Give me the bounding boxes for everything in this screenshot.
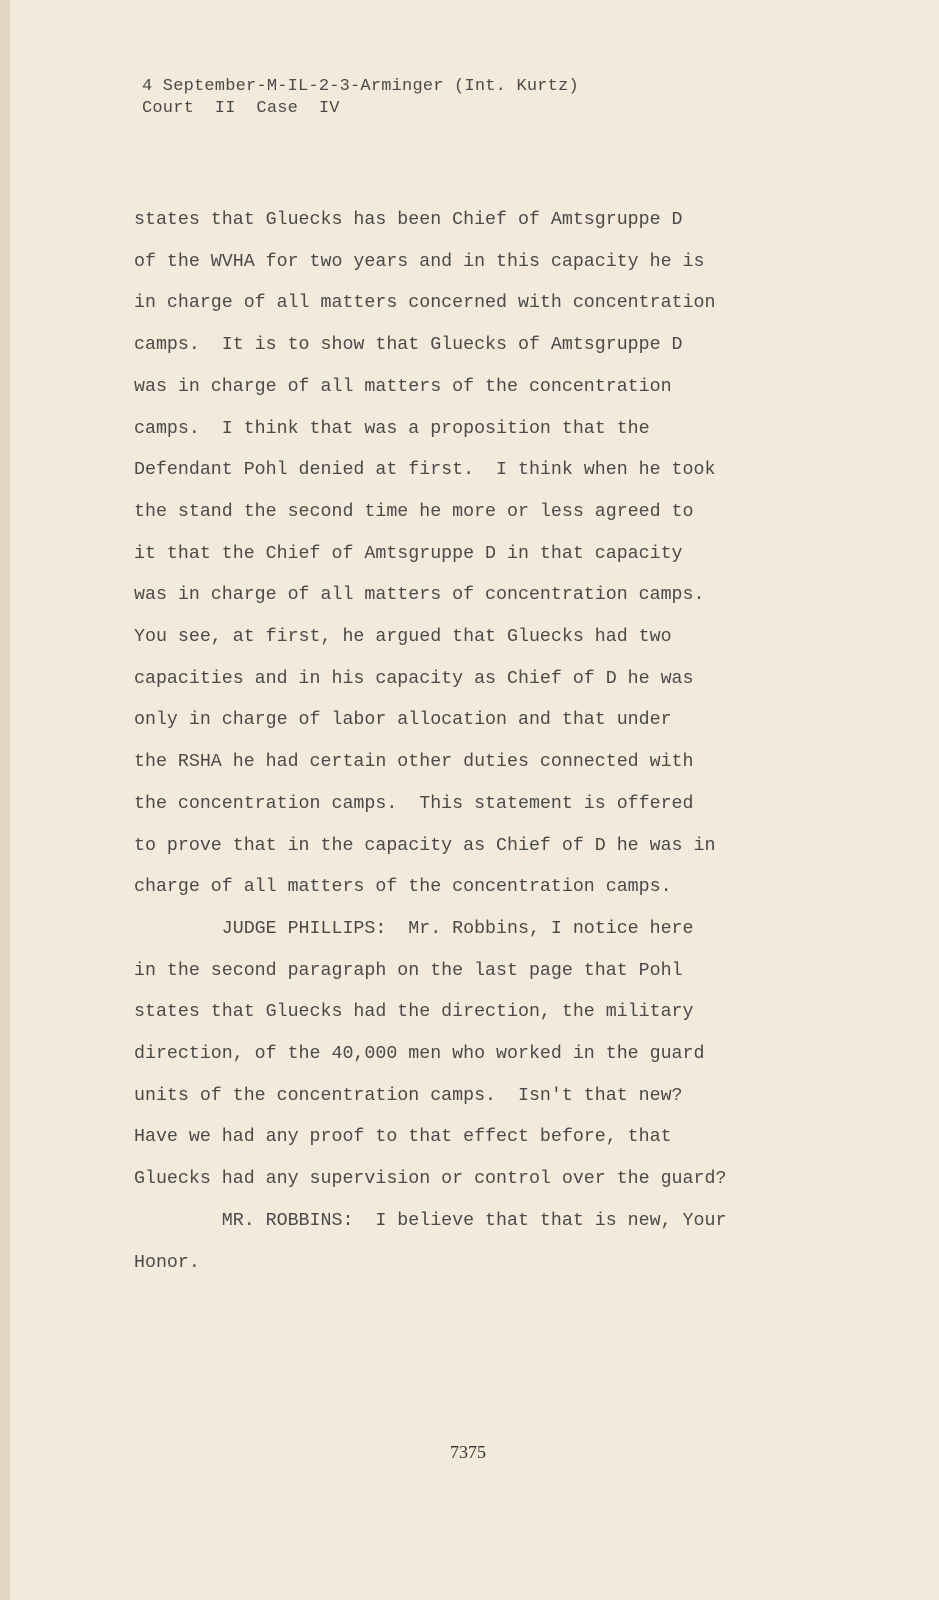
header-line-1: 4 September-M-IL-2-3-Arminger (Int. Kurtz)	[142, 77, 579, 96]
body-line: was in charge of all matters of concentration camps.	[134, 585, 705, 606]
body-line: You see, at first, he argued that Gluecks had two	[134, 627, 672, 648]
transcript-body	[134, 200, 814, 1284]
body-line: was in charge of all matters of the concentration	[134, 376, 672, 397]
body-line: camps. I think that was a proposition that the	[134, 418, 650, 439]
body-line: only in charge of labor allocation and that under	[134, 710, 672, 731]
body-line: of the WVHA for two years and in this capacity he is	[134, 251, 705, 272]
body-line: the RSHA he had certain other duties connected with	[134, 752, 694, 773]
body-line: it that the Chief of Amtsgruppe D in that capacity	[134, 543, 683, 564]
body-line: states that Gluecks had the direction, the military	[134, 1002, 694, 1023]
body-line: JUDGE PHILLIPS: Mr. Robbins, I notice here	[134, 918, 694, 939]
header-line-2: Court II Case IV	[142, 99, 340, 118]
body-line: charge of all matters of the concentration camps.	[134, 877, 672, 898]
body-line: in the second paragraph on the last page that Pohl	[134, 960, 683, 981]
body-line: units of the concentration camps. Isn't that new?	[134, 1085, 683, 1106]
body-line: camps. It is to show that Gluecks of Amtsgruppe D	[134, 335, 683, 356]
body-line: MR. ROBBINS: I believe that that is new, Your	[134, 1210, 727, 1231]
body-line: to prove that in the capacity as Chief of D he was in	[134, 835, 716, 856]
body-line: capacities and in his capacity as Chief of D he was	[134, 668, 694, 689]
body-line: Honor.	[134, 1252, 200, 1273]
body-line: direction, of the 40,000 men who worked in the guard	[134, 1044, 705, 1065]
body-line: Have we had any proof to that effect before, that	[134, 1127, 672, 1148]
body-line: in charge of all matters concerned with concentration	[134, 293, 716, 314]
body-line: the concentration camps. This statement is offered	[134, 793, 694, 814]
body-line: Defendant Pohl denied at first. I think when he took	[134, 460, 716, 481]
body-line: the stand the second time he more or less agreed to	[134, 501, 694, 522]
body-line: Gluecks had any supervision or control over the guard?	[134, 1169, 727, 1190]
body-line: states that Gluecks has been Chief of Amtsgruppe D	[134, 210, 683, 230]
document-header	[142, 76, 579, 120]
page-number: 7375	[450, 1442, 486, 1462]
